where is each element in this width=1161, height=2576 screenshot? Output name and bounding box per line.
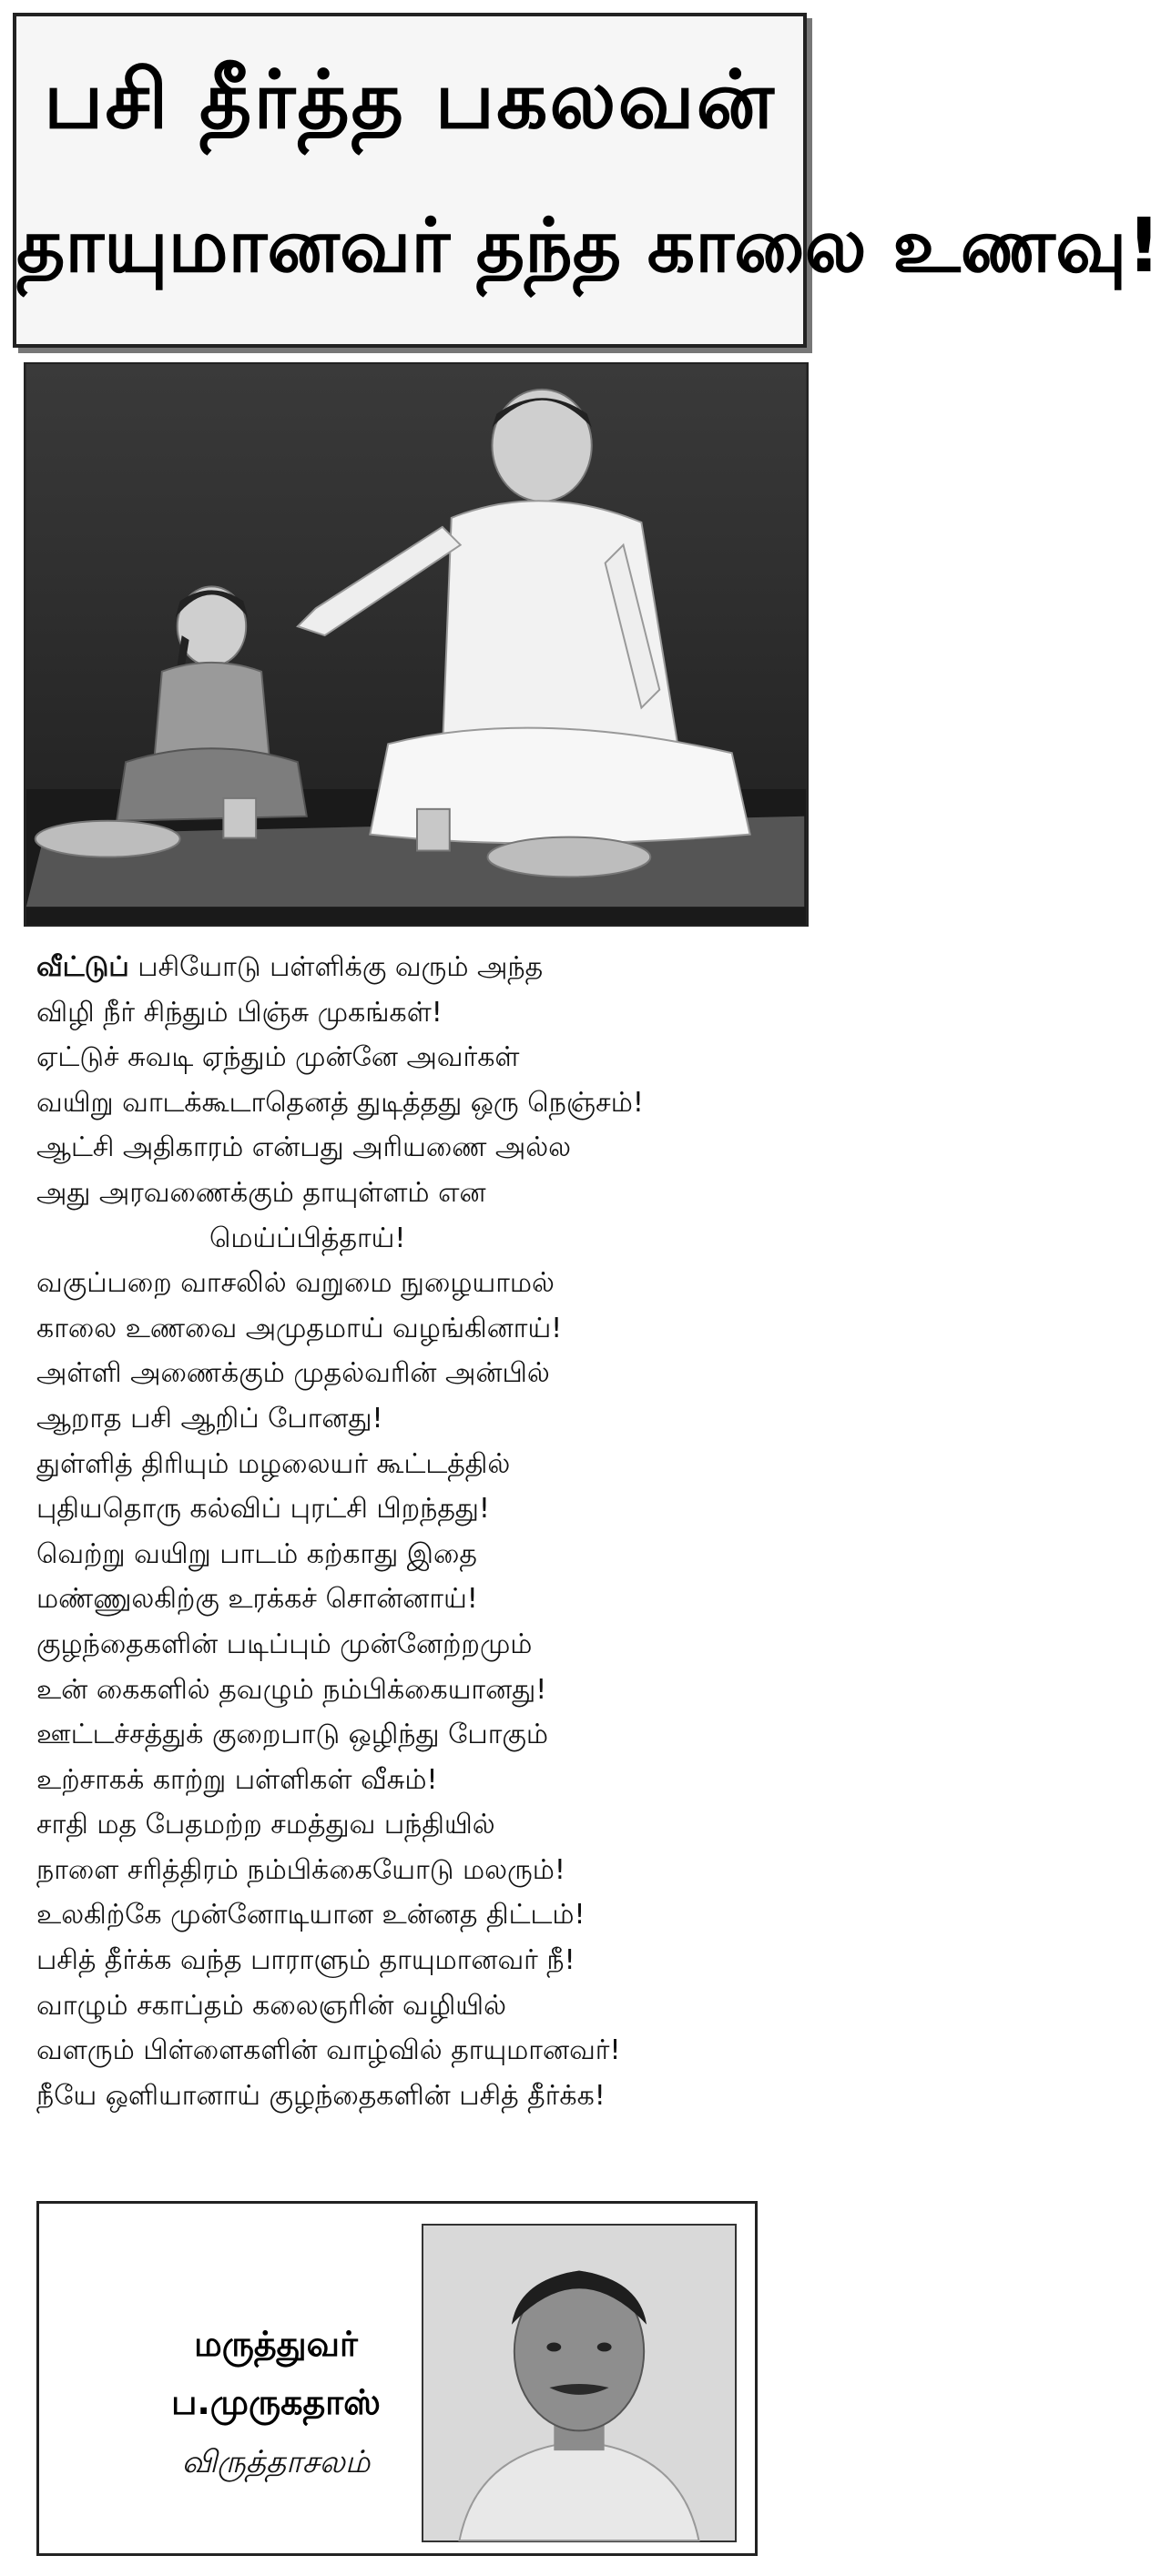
poem-line: மண்ணுலகிற்கு உரக்கச் சொன்னாய்! [36, 1583, 478, 1616]
plate-right [487, 837, 650, 877]
poem-line: வாழும் சகாப்தம் கலைஞரின் வழியில் [36, 1989, 506, 2022]
poem-line: வெற்று வயிறு பாடம் கற்காது இதை [36, 1537, 477, 1570]
cup-left [223, 798, 256, 838]
sketch-illustration [25, 364, 807, 925]
headline-line-1: பசி தீர்த்த பகலவன் [44, 53, 776, 147]
poem-line: வகுப்பறை வாசலில் வறுமை நுழையாமல் [36, 1267, 555, 1300]
plate-left [36, 821, 180, 857]
author-place: விருத்தாசலம் [181, 2444, 371, 2480]
poem-line: வீட்டுப் பசியோடு பள்ளிக்கு வரும் அந்த [36, 951, 544, 983]
poem-line: ஆட்சி அதிகாரம் என்பது அரியணை அல்ல [36, 1131, 572, 1164]
headline-line-2: தாயுமானவர் தந்த காலை உணவு! [16, 203, 1161, 289]
author-box [36, 2201, 758, 2556]
poem-line: உன் கைகளில் தவழும் நம்பிக்கையானது! [36, 1673, 547, 1706]
poem-line: மெய்ப்பித்தாய்! [209, 1222, 406, 1254]
poem-line: ஏட்டுச் சுவடி ஏந்தும் முன்னே அவர்கள் [36, 1041, 520, 1074]
poem-line: அள்ளி அணைக்கும் முதல்வரின் அன்பில் [36, 1357, 550, 1390]
poem-line: சாதி மத பேதமற்ற சமத்துவ பந்தியில் [36, 1809, 495, 1841]
poem-body [36, 945, 801, 2118]
poem-line: காலை உணவை அமுதமாய் வழங்கினாய்! [36, 1312, 563, 1344]
poem-line: துள்ளித் திரியும் மழலையர் கூட்டத்தில் [36, 1447, 511, 1480]
poem-line: அது அரவணைக்கும் தாயுள்ளம் என [36, 1176, 486, 1209]
poem-line: ஊட்டச்சத்துக் குறைபாடு ஒழிந்து போகும் [36, 1719, 549, 1751]
poem-line: புதியதொரு கல்விப் புரட்சி பிறந்தது! [36, 1493, 490, 1526]
author-title: மருத்துவர் [194, 2324, 358, 2364]
poem-line: விழி நீர் சிந்தும் பிஞ்சு முகங்கள்! [36, 996, 443, 1029]
illustration-feeding-child [24, 362, 809, 927]
cup-right [417, 809, 450, 851]
headline-box [13, 13, 1161, 348]
poem-line: பசித் தீர்க்க வந்த பாராளும் தாயுமானவர் நீ! [36, 1944, 575, 1977]
poem-line: உலகிற்கே முன்னோடியான உன்னத திட்டம்! [36, 1899, 586, 1932]
author-photo [422, 2224, 737, 2542]
poem-line: ஆறாத பசி ஆறிப் போனது! [36, 1402, 383, 1435]
poem-first-word: வீட்டுப் [36, 951, 129, 983]
poem-line: குழந்தைகளின் படிப்பும் முன்னேற்றமும் [36, 1628, 533, 1660]
author-name: ப.முருகதாஸ் [171, 2382, 381, 2422]
poem-line: நீயே ஒளியானாய் குழந்தைகளின் பசித் தீர்க்க! [36, 2079, 606, 2112]
poem-line: நாளை சரித்திரம் நம்பிக்கையோடு மலரும்! [36, 1853, 565, 1886]
poem-line: வயிறு வாடக்கூடாதெனத் துடித்தது ஒரு நெஞ்சம்! [36, 1086, 644, 1119]
author-portrait [423, 2226, 735, 2541]
poem-line: உற்சாகக் காற்று பள்ளிகள் வீசும்! [36, 1763, 438, 1796]
poem-line: வளரும் பிள்ளைகளின் வாழ்வில் தாயுமானவர்! [36, 2034, 621, 2067]
